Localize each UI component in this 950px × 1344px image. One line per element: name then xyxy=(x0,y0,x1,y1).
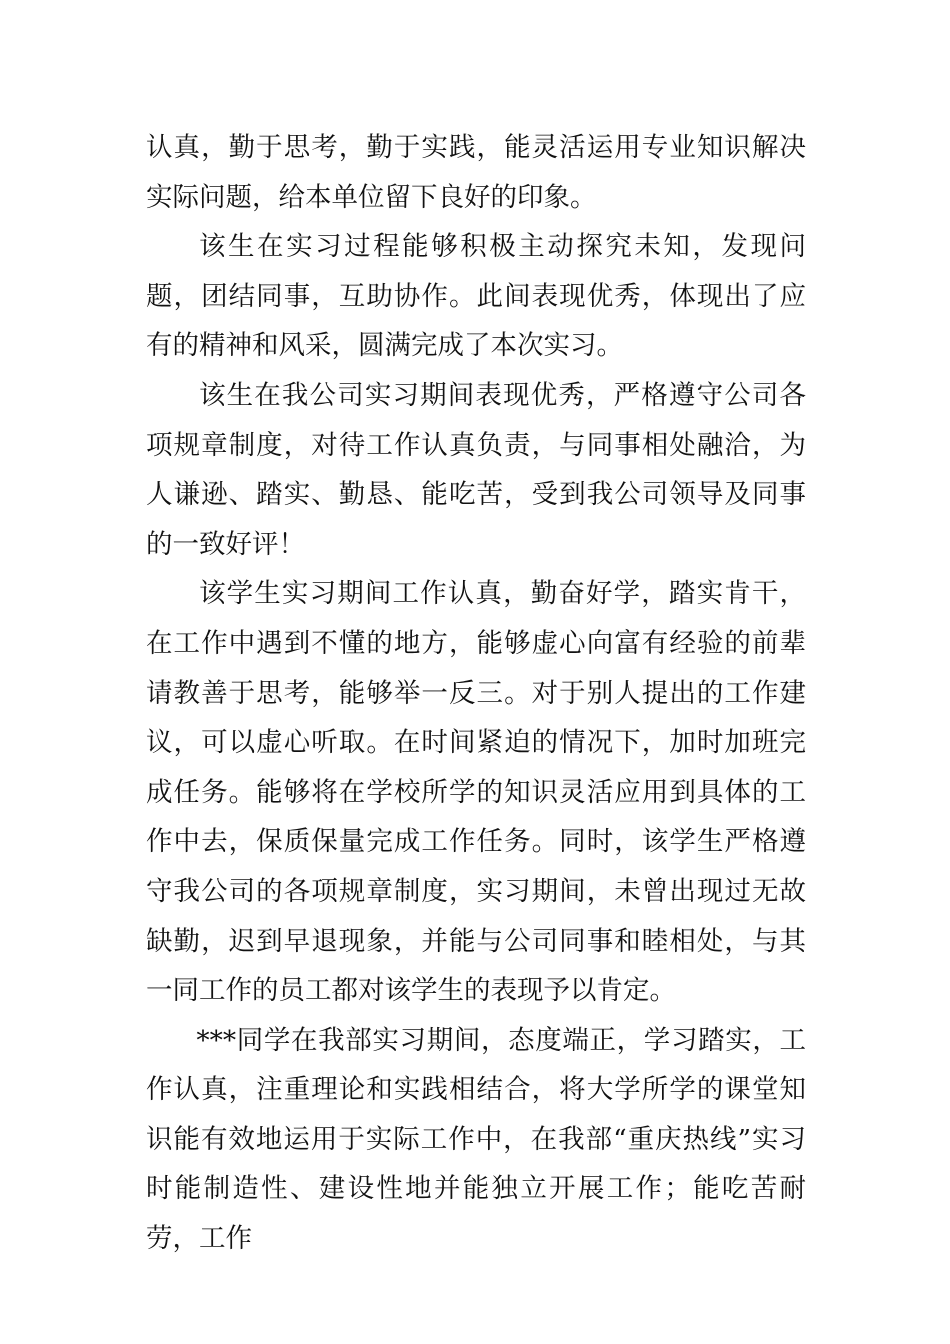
paragraph-3: 该生在我公司实习期间表现优秀，严格遵守公司各项规章制度，对待工作认真负责，与同事相处融洽，为人谦逊、踏实、勤恳、能吃苦，受到我公司领导及同事的一致好评！ xyxy=(146,379,806,560)
paragraph-1: 认真，勤于思考，勤于实践，能灵活运用专业知识解决实际问题，给本单位留下良好的印象。 xyxy=(146,132,806,213)
paragraph-4: 该学生实习期间工作认真，勤奋好学，踏实肯干，在工作中遇到不懂的地方，能够虚心向富有经验的前辈请教善于思考，能够举一反三。对于别人提出的工作建议，可以虚心听取。在时间紧迫的情况下，加时加班完成任务。能够将在学校所学的知识灵活应用到具体的工作中去，保质保量完成工作任务。同时，该学生严格遵守我公司的各项规章制度，实习期间，未曾出现过无故缺勤，迟到早退现象，并能与公司同事和睦相处，与其一同工作的员工都对该学生的表现予以肯定。 xyxy=(146,578,806,1007)
paragraph-5: ***同学在我部实习期间，态度端正，学习踏实，工作认真，注重理论和实践相结合，将大学所学的课堂知识能有效地运用于实际工作中，在我部“重庆热线”实习时能制造性、建设性地并能独立开展工作；能吃苦耐劳，工作 xyxy=(146,1024,806,1255)
document-body xyxy=(146,123,806,1264)
paragraph-2: 该生在实习过程能够积极主动探究未知，发现问题，团结同事，互助协作。此间表现优秀，体现出了应有的精神和风采，圆满完成了本次实习。 xyxy=(146,231,806,362)
